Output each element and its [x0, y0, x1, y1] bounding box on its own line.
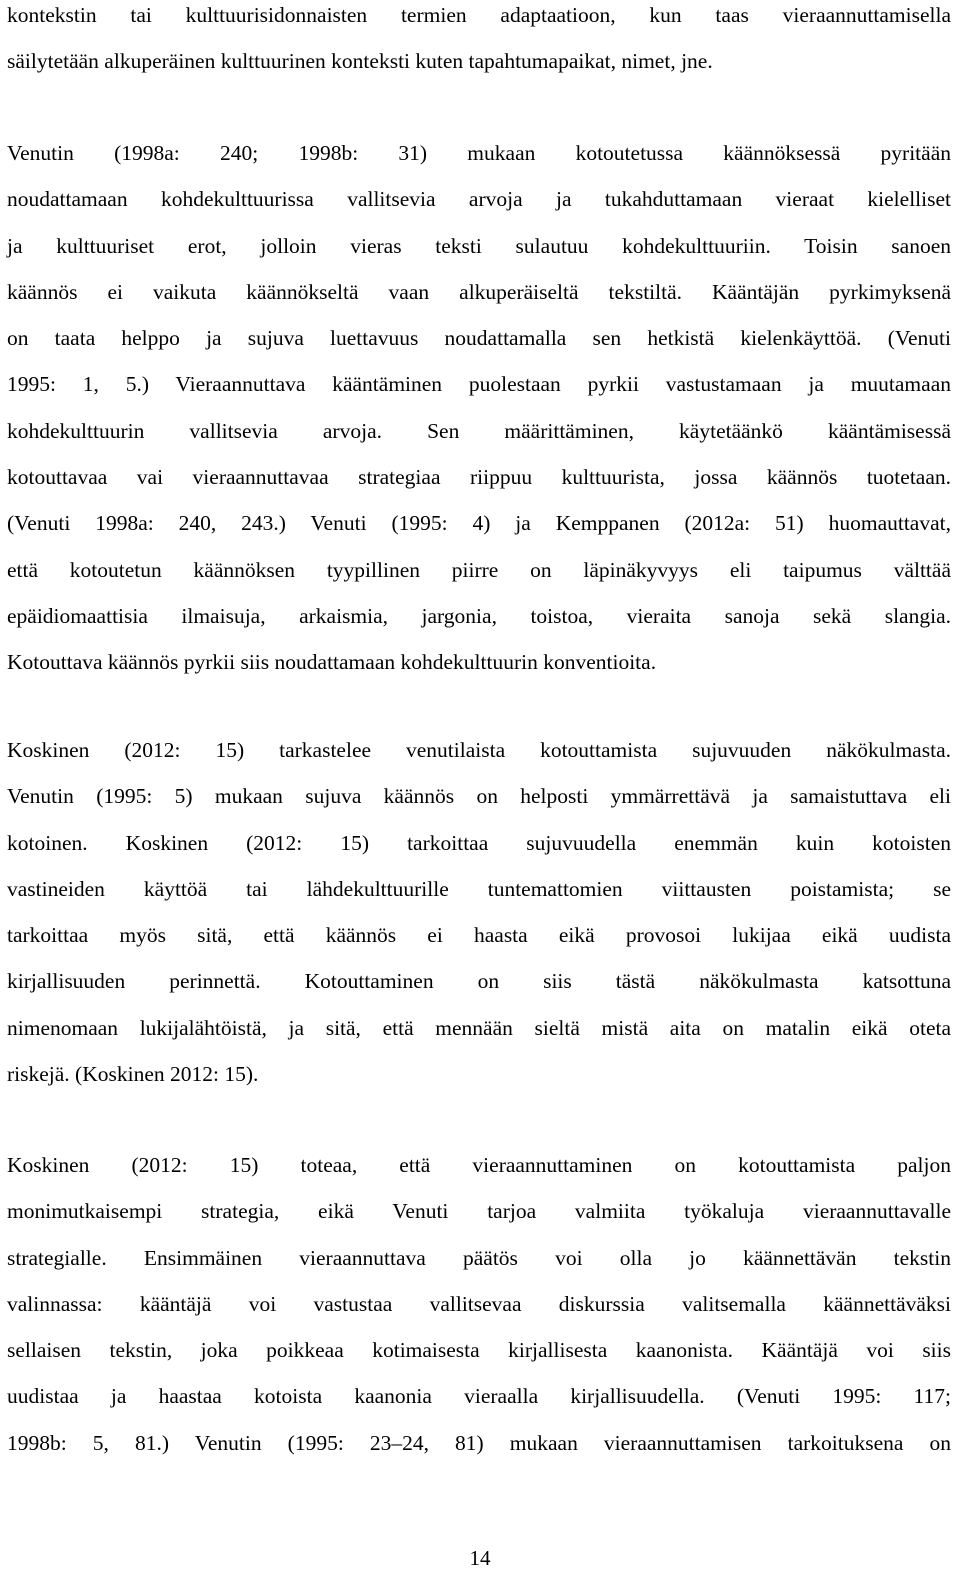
- text-line: kontekstin tai kulttuurisidonnaisten termien adaptaatioon, kun taas vieraannuttamisella: [7, 3, 951, 27]
- text-line: 1995: 1, 5.) Vieraannuttava kääntäminen puolestaan pyrkii vastustamaan ja muutamaan: [7, 372, 951, 397]
- text-line: on taata helppo ja sujuva luettavuus noudattamalla sen hetkistä kielenkäyttöä. (Venuti: [7, 326, 951, 351]
- text-line: että kotoutetun käännöksen tyypillinen piirre on läpinäkyvyys eli taipumus välttää: [7, 557, 951, 582]
- text-line: valinnassa: kääntäjä voi vastustaa vallitsevaa diskurssia valitsemalla käännettäväksi: [7, 1291, 951, 1316]
- text-line: tarkoittaa myös sitä, että käännös ei haasta eikä provosoi lukijaa eikä uudista: [7, 923, 951, 948]
- text-line: säilytetään alkuperäinen kulttuurinen konteksti kuten tapahtumapaikat, nimet, jne.: [7, 49, 713, 74]
- text-line: Venutin (1995: 5) mukaan sujuva käännös on helposti ymmärrettävä ja samaistuttava eli: [7, 784, 951, 809]
- text-line: riskejä. (Koskinen 2012: 15).: [7, 1062, 259, 1087]
- text-line: vastineiden käyttöä tai lähdekulttuurille tuntemattomien viittausten poistamista; se: [7, 876, 951, 901]
- text-line: 1998b: 5, 81.) Venutin (1995: 23–24, 81) mukaan vieraannuttamisen tarkoituksena on: [7, 1430, 951, 1455]
- text-line: käännös ei vaikuta käännökseltä vaan alkuperäiseltä tekstiltä. Kääntäjän pyrkimyksenä: [7, 279, 951, 304]
- text-line: kirjallisuuden perinnettä. Kotouttaminen on siis tästä näkökulmasta katsottuna: [7, 969, 951, 994]
- text-line: kohdekulttuurin vallitsevia arvoja. Sen määrittäminen, käytetäänkö kääntämisessä: [7, 418, 951, 443]
- paragraph-2: [7, 130, 951, 686]
- paragraph-3: [7, 727, 951, 1097]
- text-line: Koskinen (2012: 15) toteaa, että vieraannuttaminen on kotouttamista paljon: [7, 1153, 951, 1177]
- text-line: nimenomaan lukijalähtöistä, ja sitä, että mennään sieltä mistä aita on matalin eikä oteta: [7, 1015, 951, 1040]
- text-line: ja kulttuuriset erot, jolloin vieras teksti sulautuu kohdekulttuuriin. Toisin sanoen: [7, 233, 951, 258]
- text-line: Kotouttava käännös pyrkii siis noudattamaan kohdekulttuurin konventioita.: [7, 650, 657, 675]
- text-line: kotouttavaa vai vieraannuttavaa strategiaa riippuu kulttuurista, jossa käännös tuotetaan.: [7, 465, 951, 490]
- paragraph-1: [7, 0, 951, 85]
- paragraph-4: [7, 1142, 951, 1466]
- text-line: kotoinen. Koskinen (2012: 15) tarkoittaa sujuvuudella enemmän kuin kotoisten: [7, 830, 951, 855]
- text-line: epäidiomaattisia ilmaisuja, arkaismia, jargonia, toistoa, vieraita sanoja sekä slangia.: [7, 603, 951, 628]
- text-line: (Venuti 1998a: 240, 243.) Venuti (1995: 4) ja Kemppanen (2012a: 51) huomauttavat,: [7, 511, 951, 536]
- text-line: strategialle. Ensimmäinen vieraannuttava päätös voi olla jo käännettävän tekstin: [7, 1245, 951, 1270]
- text-line: sellaisen tekstin, joka poikkeaa kotimaisesta kirjallisesta kaanonista. Kääntäjä voi siis: [7, 1338, 951, 1363]
- text-line: noudattamaan kohdekulttuurissa vallitsevia arvoja ja tukahduttamaan vieraat kielelliset: [7, 187, 951, 212]
- text-line: Koskinen (2012: 15) tarkastelee venutilaista kotouttamista sujuvuuden näkökulmasta.: [7, 738, 951, 762]
- page-number: 14: [469, 1546, 491, 1570]
- text-line: uudistaa ja haastaa kotoista kaanonia vieraalla kirjallisuudella. (Venuti 1995: 117;: [7, 1384, 951, 1409]
- text-line: monimutkaisempi strategia, eikä Venuti tarjoa valmiita työkaluja vieraannuttavalle: [7, 1199, 951, 1224]
- text-line: Venutin (1998a: 240; 1998b: 31) mukaan kotoutetussa käännöksessä pyritään: [7, 141, 951, 165]
